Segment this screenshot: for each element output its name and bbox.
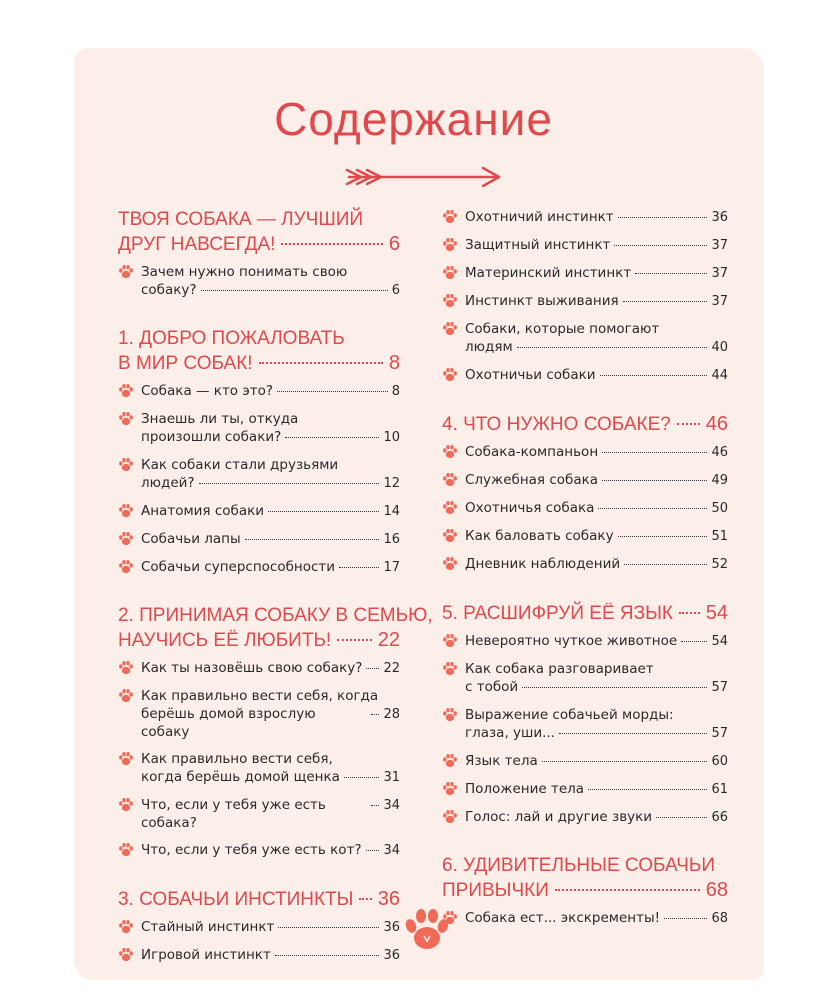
dot-leader <box>677 423 700 425</box>
dot-leader <box>199 483 380 484</box>
entry-title-text: Собачьи суперспособности <box>141 559 336 575</box>
entry-page-number: 60 <box>711 754 728 769</box>
paw-icon <box>442 556 458 572</box>
entry-page-number: 37 <box>711 266 728 281</box>
section-gap <box>118 869 400 887</box>
entry-page-number: 61 <box>711 782 728 797</box>
entry-title-line: Как правильно вести себя, <box>141 751 333 767</box>
toc-entry[interactable] <box>118 410 400 447</box>
entry-title-text: Как ты назовёшь свою собаку? <box>141 660 363 676</box>
entry-title-text: Что, если у тебя уже есть собака? <box>141 797 326 831</box>
section-title-text: ДРУГ НАВСЕГДА! <box>118 234 276 255</box>
entry-last-line <box>141 796 400 832</box>
paw-icon <box>442 661 458 677</box>
toc-entry[interactable] <box>118 502 400 521</box>
dot-leader <box>278 927 379 928</box>
section-gap <box>118 309 400 327</box>
entry-title-line: Знаешь ли ты, откуда <box>141 411 299 427</box>
entry-title-text: Охотничий инстинкт <box>465 209 614 225</box>
section-page-number: 6 <box>388 233 400 255</box>
entry-page-number: 37 <box>711 294 728 309</box>
entry-title-text: Положение тела <box>465 781 585 797</box>
entry-page-number: 49 <box>711 473 728 488</box>
big-paw-icon <box>402 906 452 956</box>
entry-last-line <box>141 382 400 401</box>
paw-icon <box>442 809 458 825</box>
dot-leader <box>624 564 707 565</box>
entry-title-text: людям <box>465 339 513 355</box>
entry-title-line: Зачем нужно понимать свою <box>141 264 348 280</box>
entry-page-number: 52 <box>711 557 728 572</box>
dot-leader <box>277 391 388 392</box>
paw-icon <box>442 781 458 797</box>
toc-entry[interactable] <box>118 750 400 787</box>
entry-page-number: 36 <box>711 210 728 225</box>
entry-last-line <box>465 724 728 743</box>
section-title-last-line <box>442 601 728 626</box>
entry-title-text: Защитный инстинкт <box>465 237 611 253</box>
paw-icon <box>118 457 134 473</box>
entry-title-text: Собака — кто это? <box>141 383 274 399</box>
entry-title-text: Дневник наблюдений <box>465 556 621 572</box>
section-heading[interactable] <box>118 887 400 912</box>
dot-leader <box>366 850 380 851</box>
dot-leader <box>344 777 380 778</box>
entry-page-number: 28 <box>383 707 400 722</box>
paw-icon <box>118 559 134 575</box>
section-heading[interactable] <box>442 601 728 626</box>
dot-leader <box>522 687 707 688</box>
toc-entry[interactable] <box>118 558 400 577</box>
entry-title-text: собаку? <box>141 282 197 298</box>
entry-title-text: Что, если у тебя уже есть кот? <box>141 842 362 858</box>
toc-left-column <box>118 208 433 974</box>
section-heading[interactable] <box>118 327 400 376</box>
toc-entry[interactable] <box>442 780 728 799</box>
section-page-number: 22 <box>377 629 400 651</box>
entry-last-line <box>465 338 728 357</box>
dot-leader <box>517 347 708 348</box>
section-title-last-line <box>442 878 728 903</box>
dot-leader <box>679 612 700 614</box>
dot-leader <box>656 817 707 818</box>
entry-title-text: Игровой инстинкт <box>141 947 271 963</box>
paw-icon <box>442 707 458 723</box>
toc-entry[interactable] <box>442 909 728 928</box>
entry-title-text: Голос: лай и другие звуки <box>465 809 653 825</box>
paw-icon <box>442 528 458 544</box>
entry-page-number: 36 <box>383 920 400 935</box>
toc-entry[interactable] <box>442 808 728 827</box>
section-title-last-line <box>118 628 400 653</box>
paw-icon <box>442 753 458 769</box>
entry-page-number: 66 <box>711 810 728 825</box>
entry-title-text: Собачьи лапы <box>141 531 241 547</box>
entry-last-line <box>141 281 400 300</box>
paw-icon <box>118 947 134 963</box>
entry-page-number: 36 <box>383 948 400 963</box>
dot-leader <box>359 898 371 900</box>
entry-last-line <box>465 909 728 928</box>
paw-icon <box>442 321 458 337</box>
entry-title-line: Собаки, которые помогают <box>465 321 660 337</box>
paw-icon <box>118 751 134 767</box>
section-page-number: 36 <box>377 888 400 910</box>
entry-last-line <box>141 705 400 741</box>
section-heading[interactable] <box>442 854 728 903</box>
entry-page-number: 16 <box>383 532 400 547</box>
paw-icon <box>118 919 134 935</box>
section-gap <box>442 836 728 854</box>
entry-last-line <box>141 659 400 678</box>
entry-last-line <box>465 264 728 283</box>
section-title-last-line <box>118 351 400 376</box>
entry-last-line <box>141 768 400 787</box>
toc-entry[interactable] <box>442 527 728 546</box>
paw-icon <box>442 265 458 281</box>
entry-last-line <box>141 918 400 937</box>
entry-last-line <box>141 946 400 965</box>
section-heading[interactable] <box>118 208 400 257</box>
toc-entry[interactable] <box>442 236 728 255</box>
toc-entry[interactable] <box>442 555 728 574</box>
paw-icon <box>118 503 134 519</box>
entry-page-number: 57 <box>711 726 728 741</box>
entry-page-number: 34 <box>383 843 400 858</box>
entry-title-text: Охотничьи собаки <box>465 367 596 383</box>
entry-last-line <box>141 530 400 549</box>
entry-page-number: 31 <box>383 770 400 785</box>
section-heading[interactable] <box>118 604 433 653</box>
section-gap <box>442 583 728 601</box>
entry-page-number: 44 <box>711 368 728 383</box>
section-title-text: 5. РАСШИФРУЙ ЕЁ ЯЗЫК <box>442 603 673 624</box>
paw-icon <box>118 797 134 813</box>
entry-title-text: людей? <box>141 475 195 491</box>
dot-leader <box>542 761 708 762</box>
entry-last-line <box>465 499 728 518</box>
toc-entry[interactable] <box>442 320 728 357</box>
toc-entry[interactable] <box>442 752 728 771</box>
paw-icon <box>442 209 458 225</box>
entry-page-number: 10 <box>383 430 400 445</box>
entry-page-number: 40 <box>711 340 728 355</box>
entry-last-line <box>465 752 728 771</box>
dot-leader <box>559 733 707 734</box>
toc-entry[interactable] <box>442 471 728 490</box>
entry-last-line <box>141 428 400 447</box>
dot-leader <box>600 375 708 376</box>
entry-title-text: Язык тела <box>465 753 538 769</box>
section-title-text: НАУЧИСЬ ЕЁ ЛЮБИТЬ! <box>118 630 332 651</box>
entry-title-text: Материнский инстинкт <box>465 265 632 281</box>
entry-page-number: 12 <box>383 476 400 491</box>
entry-last-line <box>141 841 400 860</box>
dot-leader <box>618 536 708 537</box>
entry-last-line <box>465 678 728 697</box>
entry-last-line <box>465 292 728 311</box>
section-title-line: 1. ДОБРО ПОЖАЛОВАТЬ <box>118 328 345 349</box>
entry-page-number: 6 <box>391 283 400 298</box>
entry-page-number: 22 <box>383 661 400 676</box>
entry-last-line <box>465 808 728 827</box>
dot-leader <box>555 889 700 891</box>
section-page-number: 54 <box>705 602 728 624</box>
entry-page-number: 17 <box>383 560 400 575</box>
dot-leader <box>285 437 379 438</box>
entry-page-number: 68 <box>711 911 728 926</box>
entry-last-line <box>465 208 728 227</box>
entry-page-number: 57 <box>711 680 728 695</box>
entry-title-text: берёшь домой взрослую собаку <box>141 706 316 740</box>
page-title: Содержание <box>274 93 553 145</box>
entry-title-text: Служебная собака <box>465 472 599 488</box>
toc-entry[interactable] <box>118 687 400 741</box>
toc-entry[interactable] <box>442 366 728 385</box>
toc-entry[interactable] <box>118 796 400 832</box>
section-title-last-line <box>442 412 728 437</box>
dot-leader <box>281 243 382 245</box>
dot-leader <box>681 641 707 642</box>
paw-icon <box>442 500 458 516</box>
toc-entry[interactable] <box>118 263 400 300</box>
entry-title-text: Анатомия собаки <box>141 503 265 519</box>
dot-leader <box>623 301 708 302</box>
toc-entry[interactable] <box>442 443 728 462</box>
toc-entry[interactable] <box>118 946 400 965</box>
paw-icon <box>118 411 134 427</box>
entry-title-text: Инстинкт выживания <box>465 293 619 309</box>
dot-leader <box>588 789 707 790</box>
entry-title-text: Собака ест... экскременты! <box>465 910 661 926</box>
entry-title-line: Как собака разговаривает <box>465 661 654 677</box>
section-title-line: 2. ПРИНИМАЯ СОБАКУ В СЕМЬЮ, <box>118 605 433 626</box>
toc-entry[interactable] <box>118 659 400 678</box>
entry-title-text: глаза, уши... <box>465 725 556 741</box>
entry-page-number: 51 <box>711 529 728 544</box>
entry-title-text: когда берёшь домой щенка <box>141 769 340 785</box>
dot-leader <box>245 539 380 540</box>
entry-last-line <box>465 527 728 546</box>
toc-entry[interactable] <box>118 918 400 937</box>
entry-title-text: Собака-компаньон <box>465 444 599 460</box>
section-page-number: 8 <box>388 352 400 374</box>
toc-entry[interactable] <box>442 292 728 311</box>
toc-entry[interactable] <box>118 456 400 493</box>
toc-entry[interactable] <box>442 499 728 518</box>
entry-last-line <box>141 502 400 521</box>
paw-icon <box>442 237 458 253</box>
section-title-last-line <box>118 887 400 912</box>
dot-leader <box>635 273 707 274</box>
entry-title-line: Как правильно вести себя, когда <box>141 688 379 704</box>
dot-leader <box>337 639 372 641</box>
section-heading[interactable] <box>442 412 728 437</box>
section-title-last-line <box>118 232 400 257</box>
paw-icon <box>442 293 458 309</box>
toc-entry[interactable] <box>442 208 728 227</box>
dot-leader <box>371 714 379 715</box>
entry-page-number: 50 <box>711 501 728 516</box>
toc-entry[interactable] <box>442 264 728 283</box>
paw-icon <box>118 531 134 547</box>
toc-entry[interactable] <box>118 530 400 549</box>
dot-leader <box>614 245 707 246</box>
entry-page-number: 54 <box>711 634 728 649</box>
entry-page-number: 37 <box>711 238 728 253</box>
paw-icon <box>442 472 458 488</box>
entry-title-text: произошли собаки? <box>141 429 282 445</box>
section-page-number: 46 <box>705 413 728 435</box>
paw-icon <box>442 633 458 649</box>
section-page-number: 68 <box>705 879 728 901</box>
section-title-text: 3. СОБАЧЬИ ИНСТИНКТЫ <box>118 889 354 910</box>
dot-leader <box>366 668 379 669</box>
entry-page-number: 8 <box>391 384 400 399</box>
paw-icon <box>442 367 458 383</box>
paw-icon <box>118 842 134 858</box>
entry-last-line <box>465 236 728 255</box>
section-title-line: 6. УДИВИТЕЛЬНЫЕ СОБАЧЬИ <box>442 855 716 876</box>
section-gap <box>442 394 728 412</box>
entry-last-line <box>465 632 728 651</box>
entry-last-line <box>465 366 728 385</box>
entry-page-number: 34 <box>383 798 400 813</box>
entry-title-text: Охотничья собака <box>465 500 595 516</box>
section-title-line: ТВОЯ СОБАКА — ЛУЧШИЙ <box>118 209 364 230</box>
entry-title-text: с тобой <box>465 679 519 695</box>
dot-leader <box>598 508 707 509</box>
entry-title-text: Стайный инстинкт <box>141 919 275 935</box>
toc-entry[interactable] <box>118 382 400 401</box>
section-title-text: В МИР СОБАК! <box>118 353 253 374</box>
section-gap <box>118 586 400 604</box>
dot-leader <box>602 480 707 481</box>
entry-title-line: Выражение собачьей морды: <box>465 707 674 723</box>
paw-icon <box>118 688 134 704</box>
paw-icon <box>118 660 134 676</box>
entry-last-line <box>465 443 728 462</box>
entry-last-line <box>465 780 728 799</box>
section-title-text: 4. ЧТО НУЖНО СОБАКЕ? <box>442 414 671 435</box>
entry-last-line <box>465 471 728 490</box>
toc-entry[interactable] <box>442 706 728 743</box>
entry-title-text: Невероятно чуткое животное <box>465 633 678 649</box>
paw-icon <box>442 444 458 460</box>
paw-icon <box>118 383 134 399</box>
entry-last-line <box>141 474 400 493</box>
entry-last-line <box>141 558 400 577</box>
arrow-icon <box>343 162 505 192</box>
entry-page-number: 14 <box>383 504 400 519</box>
dot-leader <box>259 362 383 364</box>
entry-title-line: Как собаки стали друзьями <box>141 457 339 473</box>
toc-entry[interactable] <box>442 660 728 697</box>
dot-leader <box>201 290 388 291</box>
dot-leader <box>275 955 380 956</box>
dot-leader <box>268 511 379 512</box>
dot-leader <box>664 918 707 919</box>
toc-right-column <box>442 208 728 937</box>
entry-last-line <box>465 555 728 574</box>
entry-title-text: Как баловать собаку <box>465 528 614 544</box>
section-title-text: ПРИВЫЧКИ <box>442 880 549 901</box>
dot-leader <box>371 805 379 806</box>
dot-leader <box>602 452 707 453</box>
entry-page-number: 46 <box>711 445 728 460</box>
paw-icon <box>118 264 134 280</box>
dot-leader <box>339 567 379 568</box>
toc-entry[interactable] <box>118 841 400 860</box>
toc-entry[interactable] <box>442 632 728 651</box>
dot-leader <box>618 217 708 218</box>
